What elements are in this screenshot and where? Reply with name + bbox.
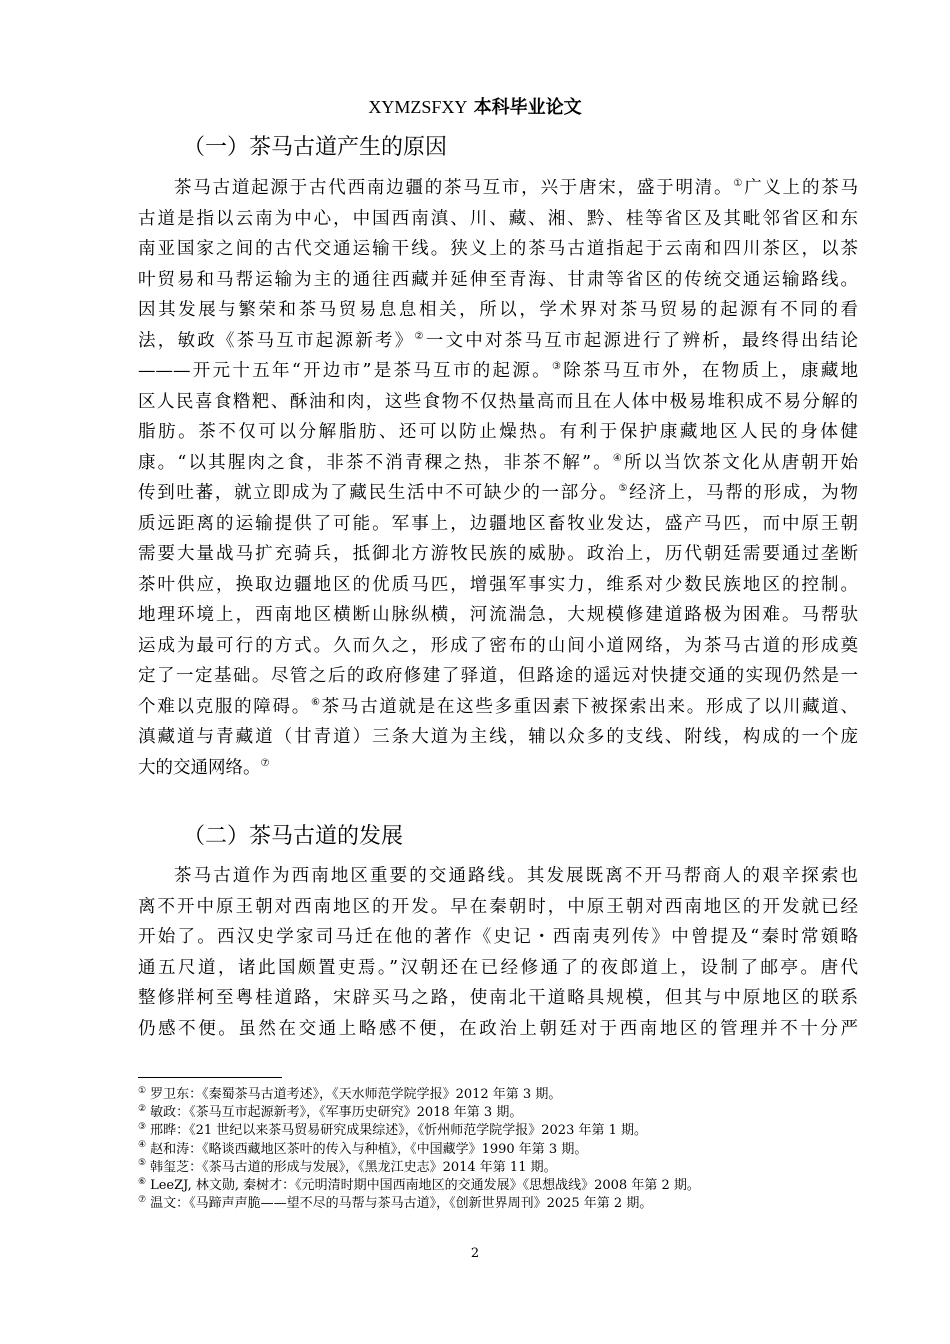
footnote-separator — [138, 1077, 282, 1078]
text-line: 开始了。西汉史学家司马迁在他的著作《史记・西南夷列传》中曾提及“秦时常頞略 — [138, 927, 858, 947]
footnote-ref[interactable]: ③ — [551, 361, 564, 373]
footnote-item: ⑦ 温文：《马蹄声声脆——望不尽的马帮与茶马古道》，《创新世界周刊》2025 年第 2 期。 — [138, 1194, 653, 1212]
footnote-ref[interactable]: ② — [414, 330, 426, 342]
text-line: 质远距离的运输提供了可能。军事上，边疆地区畜牧业发达，盛产马匹，而中原王朝 — [138, 513, 858, 534]
footnotes — [138, 1086, 858, 1213]
footnote-item: ① 罗卫东：《秦蜀茶马古道考述》，《天水师范学院学报》2012 年第 3 期。 — [138, 1085, 562, 1102]
text-line: 定了一定基础。尽管之后的政府修建了驿道，但路途的遥远对快捷交通的实现仍然是一 — [138, 666, 858, 686]
text-line: 滇藏道与青藏道（甘青道）三条大道为主线，辅以众多的支线、附线，构成的一个庞 — [138, 727, 858, 747]
footnote-ref[interactable]: ⑦ — [260, 757, 270, 769]
text-line: 大的交通网络。⑦ — [138, 757, 270, 778]
text-line: 需要大量战马扩充骑兵，抵御北方游牧民族的威胁。政治上，历代朝廷需要通过垄断 — [138, 544, 858, 564]
text-line: 脂肪。茶不仅可以分解脂肪、还可以防止燥热。有利于保护康藏地区人民的身体健 — [138, 422, 858, 442]
text-line: ———开元十五年“开边市”是茶马互市的起源。③除茶马互市外，在物质上，康藏地 — [138, 361, 858, 381]
text-line: 个难以克服的障碍。⑥茶马古道就是在这些多重因素下被探索出来。形成了以川藏道、 — [138, 696, 858, 717]
text-line: 因其发展与繁荣和茶马贸易息息相关，所以，学术界对茶马贸易的起源有不同的看 — [138, 300, 858, 320]
section-1-body — [138, 173, 858, 783]
text-line: 茶马古道起源于古代西南边疆的茶马互市，兴于唐宋，盛于明清。①广义上的茶马 — [174, 178, 858, 198]
text-line: 运成为最可行的方式。久而久之，形成了密布的山间小道网络，为茶马古道的形成奠 — [138, 635, 858, 656]
text-line: 茶叶供应，换取边疆地区的优质马匹，增强军事实力，维系对少数民族地区的控制。 — [138, 574, 858, 595]
footnote-item: ③ 邢晔：《21 世纪以来茶马贸易研究成果综述》，《忻州师范学院学报》2023 年第 1 期。 — [138, 1122, 648, 1139]
footnote-ref[interactable]: ① — [733, 178, 745, 190]
text-line: 茶马古道作为西南地区重要的交通路线。其发展既离不开马帮商人的艰辛探索也 — [174, 866, 858, 886]
header-thesis-label: 本科毕业论文 — [467, 97, 582, 118]
footnote-item: ④ 赵和涛：《略谈西藏地区茶叶的传入与种植》，《中国藏学》1990 年第 3 期。 — [138, 1140, 588, 1157]
text-line: 仍感不便。虽然在交通上略感不便，在政治上朝廷对于西南地区的管理并不十分严 — [138, 1018, 858, 1039]
text-line: 古道是指以云南为中心，中国西南滇、川、藏、湘、黔、桂等省区及其毗邻省区和东 — [138, 208, 858, 229]
footnote-ref[interactable]: ⑥ — [310, 696, 322, 708]
text-line: 法，敏政《茶马互市起源新考》②一文中对茶马互市起源进行了辨析，最终得出结论 — [138, 330, 858, 351]
footnote-item: ⑤ 韩玺芝：《茶马古道的形成与发展》，《黑龙江史志》2014 年第 11 期。 — [138, 1158, 557, 1175]
text-line: 区人民喜食糌粑、酥油和肉，这些食物不仅热量高而且在人体中极易堆积成不易分解的 — [138, 391, 858, 412]
text-line: 叶贸易和马帮运输为主的通往西藏并延伸至青海、甘肃等省区的传统交通运输路线。 — [138, 269, 858, 290]
text-line: 地理环境上，西南地区横断山脉纵横，河流湍急，大规模修建道路极为困难。马帮驮 — [138, 605, 858, 625]
header-school-code: XYMZSFXY — [368, 97, 468, 117]
section-2-body — [138, 861, 858, 1044]
footnote-ref[interactable]: ④ — [612, 452, 625, 464]
running-header — [0, 94, 950, 121]
footnote-item: ⑥ LeeZJ, 林文勋, 秦树才：《元明清时期中国西南地区的交通发展》《思想战线》2008 年第 2 期。 — [138, 1176, 700, 1194]
text-line: 离不开中原王朝对西南地区的开发。早在秦朝时，中原王朝对西南地区的开发就已经 — [138, 896, 858, 917]
page-number: 2 — [470, 1246, 480, 1261]
text-line: 通五尺道，诸此国颇置吏焉。”汉朝还在已经修通了的夜郎道上，设制了邮亭。唐代 — [138, 957, 858, 978]
text-line: 整修牂柯至粤桂道路，宋辟买马之路，使南北干道略具规模，但其与中原地区的联系 — [138, 988, 858, 1008]
section-heading-2: （二）茶马古道的发展 — [183, 824, 404, 849]
text-line: 传到吐蕃，就立即成为了藏民生活中不可缺少的一部分。⑤经济上，马帮的形成，为物 — [138, 483, 858, 503]
text-line: 康。“以其腥肉之食，非茶不消青稞之热，非茶不解”。④所以当饮茶文化从唐朝开始 — [138, 452, 858, 473]
footnote-ref[interactable]: ⑤ — [618, 483, 630, 495]
text-line: 南亚国家之间的古代交通运输干线。狭义上的茶马古道指起于云南和四川茶区，以茶 — [138, 239, 858, 259]
section-heading-1: （一）茶马古道产生的原因 — [183, 135, 448, 160]
footnote-item: ② 敏政：《茶马互市起源新考》，《军事历史研究》2018 年第 3 期。 — [138, 1103, 523, 1121]
